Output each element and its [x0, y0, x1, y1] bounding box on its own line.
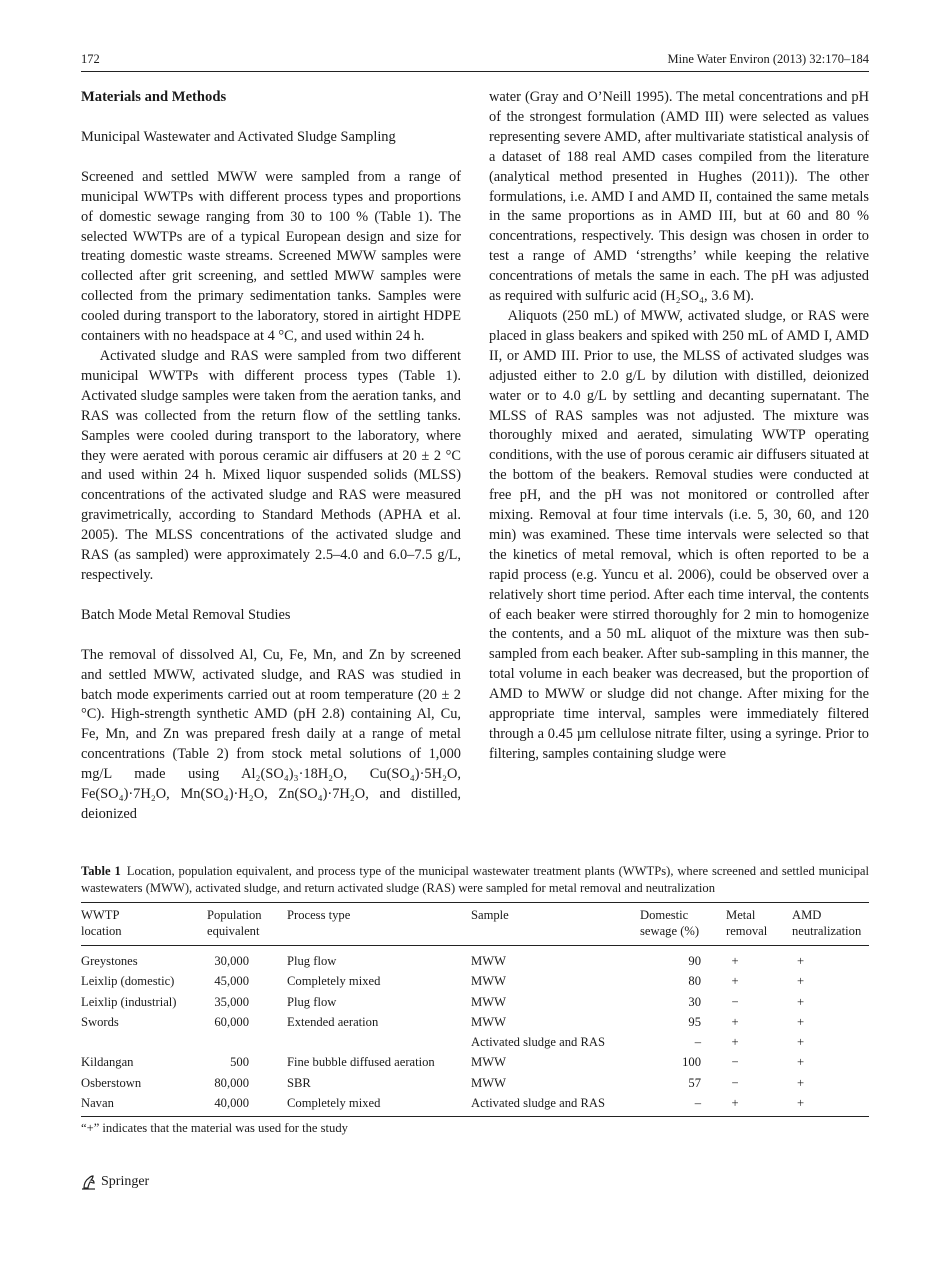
table-cell: 80	[688, 974, 701, 989]
table-cell: +	[731, 974, 739, 989]
table-cell: Kildangan	[81, 1055, 134, 1070]
table-cell: +	[731, 1035, 739, 1050]
table-label: Table 1	[81, 864, 121, 878]
section-heading: Materials and Methods	[81, 89, 227, 105]
table-row	[81, 1012, 869, 1032]
header-cell: WWTP location	[81, 908, 122, 938]
publisher-logo	[81, 1174, 149, 1190]
table-cell: −	[731, 1055, 739, 1070]
table-cell: MWW	[471, 974, 506, 989]
table-cell: 35,000	[214, 994, 249, 1009]
table-cell: +	[796, 1055, 805, 1070]
table-cell: +	[731, 1014, 739, 1029]
table-cell: Activated sludge and RAS	[471, 1096, 605, 1111]
table-cell: 57	[688, 1075, 701, 1090]
subsection-heading-sampling: Municipal Wastewater and Activated Sludge Sampling	[81, 128, 396, 145]
table-cell: Completely mixed	[287, 974, 381, 989]
table-cell: –	[694, 1035, 701, 1050]
paragraph: Aliquots (250 mL) of MWW, activated sludge, or RAS were placed in glass beakers and spiked with 250 mL of AMD I, AMD II, or AMD III. Prior to use, the MLSS of activated sludges was adjusted either to 2.0 g/L by dilution with distilled, deionized water or to 4.0 g/L by settling and decanting supernatant. The MLSS of RAS samples was not adjusted. The mixture was thoroughly mixed and aerated, simulating WWTP operating conditions, with the use of porous ceramic air diffusers situated at the bottom of the beakers. Removal studies were conducted at free pH, and the pH was not monitored or controlled after mixing. Removal at four time intervals (i.e. 5, 30, 60, and 120 min) was examined. These time intervals were selected so that the kinetics of metal removal, which is often reported to be a rapid process (e.g. Yuncu et al. 2006), could be observed over a relatively short time period. After each time interval, the contents of each beaker were stirred thoroughly for 2 min to homogenize the contents, and a 50 mL aliquot of the mixture was then sub-sampled from each beaker. After sub-sampling in this manner, the total volume in each beaker was decreased, but the proportion of AMD to MWW or sludge did not change. After mixing for the appropriate time interval, samples were immediately filtered through a 0.45 µm cellulose nitrate filter, using a syringe. Prior to filtering, samples containing sludge were	[489, 307, 869, 762]
table-cell: Osberstown	[81, 1075, 142, 1090]
right-column	[489, 88, 869, 765]
table-cell: MWW	[471, 994, 506, 1009]
journal-reference: Mine Water Environ (2013) 32:170–184	[667, 52, 869, 66]
table-cell: +	[796, 954, 805, 968]
table-cell: +	[731, 1096, 739, 1111]
header-rule	[81, 71, 869, 72]
table-cell	[287, 1032, 471, 1052]
table-cell: 500	[230, 1055, 249, 1070]
table-cell: Leixlip (domestic)	[81, 974, 175, 989]
subsection-heading-batch: Batch Mode Metal Removal Studies	[81, 606, 291, 623]
table-row	[81, 971, 869, 991]
table-row	[81, 1093, 869, 1117]
table-cell: Completely mixed	[287, 1096, 381, 1111]
table-row	[81, 992, 869, 1012]
table-cell: 30	[688, 994, 701, 1009]
header-cell: Process type	[287, 908, 351, 922]
page-number: 172	[81, 52, 100, 66]
table-cell: 40,000	[214, 1096, 249, 1111]
table-cell: Fine bubble diffused aeration	[287, 1055, 435, 1070]
table-cell: Leixlip (industrial)	[81, 994, 177, 1009]
table-row	[81, 1032, 869, 1052]
table-row	[81, 946, 869, 972]
table-footnote: “+” indicates that the material was used for the study	[81, 1121, 348, 1135]
table-cell: −	[731, 1075, 739, 1090]
publisher-name: Springer	[101, 1174, 150, 1189]
table-row	[81, 1073, 869, 1093]
header-cell: Population equivalent	[207, 908, 262, 938]
header-cell: Sample	[471, 908, 509, 922]
table-cell: 60,000	[214, 1014, 249, 1029]
table-cell	[81, 1032, 207, 1052]
table-cell: 100	[682, 1055, 701, 1070]
table-cell: 30,000	[214, 954, 249, 968]
table-caption	[81, 863, 869, 897]
table-cell: +	[796, 1014, 805, 1029]
paragraph: Activated sludge and RAS were sampled from two different municipal WWTPs with different process types (Table 1). Activated sludge samples were taken from the aeration tanks, and RAS was collected from the return flow of the settling tanks. Samples were cooled during transport to the laboratory, where they were aerated with porous ceramic air diffusers at 20 ± 2 °C and used within 24 h. Mixed liquor suspended solids (MLSS) concentrations of the activated sludge and RAS were measured gravimetrically, according to Standard Methods (APHA et al. 2005). The MLSS concentrations of the activated sludge and RAS (as sampled) were approximately 2.5–4.0 and 6.0–7.5 g/L, respectively.	[81, 347, 461, 583]
paragraph: Screened and settled MWW were sampled from a range of municipal WWTPs with different process types and proportions of domestic sewage ranging from 30 to 100 % (Table 1). The selected WWTPs are of a typical European design and size for treating domestic waste streams. Screened MWW samples were collected after grit screening, and settled MWW samples were collected from the primary sedimentation tanks. Samples were cooled during transport to the laboratory, stored in airtight HDPE containers with no headspace at 4 °C, and used within 24 h.	[81, 168, 461, 345]
table-cell: −	[731, 994, 739, 1009]
table-cell	[207, 1032, 287, 1052]
table-cell: Plug flow	[287, 954, 337, 968]
table-cell: 90	[688, 954, 701, 968]
table-cell: –	[694, 1096, 701, 1111]
table-cell: 80,000	[214, 1075, 249, 1090]
table-cell: Plug flow	[287, 994, 337, 1009]
header-cell: Metal removal	[726, 908, 768, 938]
table-cell: +	[796, 1035, 805, 1050]
table-header-row	[81, 903, 869, 946]
left-column	[81, 88, 461, 825]
table-row	[81, 1052, 869, 1072]
table-cell: +	[796, 974, 805, 989]
table-cell: Greystones	[81, 954, 138, 968]
paragraph: water (Gray and O’Neill 1995). The metal concentrations and pH of the strongest formulation (AMD III) were selected as values representing severe AMD, after multivariate statistical analysis of a dataset of 188 real AMD cases compiled from the literature (analytical method presented in Hughes (2011)). The other formulations, i.e. AMD I and AMD II, contained the same metals in the same proportions as in AMD III, but at 60 and 80 % concentrations, respectively. This design was chosen in order to test a range of AMD ‘strengths’ while keeping the relative concentrations of metals the same in each. The pH was adjusted as required with sulfuric acid (H₂SO₄, 3.6 M).	[489, 89, 869, 305]
table-cell: 45,000	[214, 974, 249, 989]
header-cell: AMD neutralization	[792, 908, 862, 938]
springer-horse-icon	[81, 1174, 97, 1190]
table-cell: Activated sludge and RAS	[471, 1035, 605, 1050]
table-cell: SBR	[287, 1075, 311, 1090]
paragraph: The removal of dissolved Al, Cu, Fe, Mn, and Zn by screened and settled MWW, activated sludge, and RAS was studied in batch mode experiments carried out at room temperature (20 ± 2 °C). High-strength synthetic AMD (pH 2.8) containing Al, Cu, Fe, Mn, and Zn was prepared fresh daily at a range of metal concentrations (Table 2) from stock metal solutions of 1,000 mg/L made using Al₂(SO₄)₃·18H₂O, Cu(SO₄)·5H₂O, Fe(SO₄)·7H₂O, Mn(SO₄)·H₂O, Zn(SO₄)·7H₂O, and distilled, deionized	[81, 646, 461, 822]
table-cell: Extended aeration	[287, 1014, 379, 1029]
table-cell: 95	[688, 1014, 701, 1029]
table-cell: MWW	[471, 1055, 506, 1070]
table-cell: Navan	[81, 1096, 114, 1111]
wwtp-table	[81, 902, 869, 1117]
table-cell: Swords	[81, 1014, 119, 1029]
table-cell: MWW	[471, 954, 506, 968]
table-cell: MWW	[471, 1014, 506, 1029]
table-cell: +	[731, 954, 739, 968]
table-cell: +	[796, 1075, 805, 1090]
table-cell: MWW	[471, 1075, 506, 1090]
table-cell: +	[796, 994, 805, 1009]
table-cell: +	[796, 1096, 805, 1111]
table-caption-text: Location, population equivalent, and process type of the municipal wastewater treatment plants (WWTPs), where screened and settled municipal wastewaters (MWW), activated sludge, and return activated sludge (RAS) were sampled for metal removal and neutralization	[81, 864, 869, 895]
header-cell: Domestic sewage (%)	[640, 908, 700, 938]
